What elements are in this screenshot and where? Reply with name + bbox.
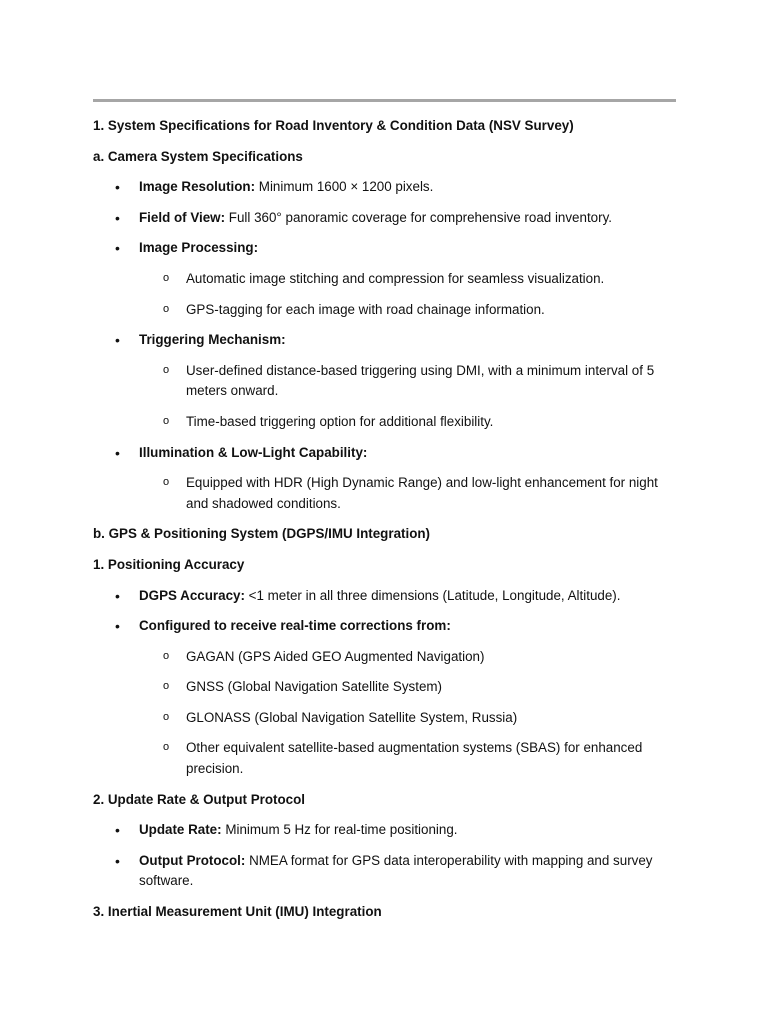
sub-list-item: o Other equivalent satellite-based augmentation systems (SBAS) for enhanced precision. xyxy=(93,738,677,779)
item-label: Update Rate: xyxy=(139,822,222,838)
item-label: Image Resolution: xyxy=(139,179,256,195)
item-text: Minimum 5 Hz for real-time positioning. xyxy=(221,822,458,838)
sub-list xyxy=(139,473,677,514)
item-label: Configured to receive real-time corrections from: xyxy=(139,618,451,634)
item-text: <1 meter in all three dimensions (Latitude, Longitude, Altitude). xyxy=(244,587,621,603)
item-text: Full 360° panoramic coverage for comprehensive road inventory. xyxy=(225,209,612,225)
list-item xyxy=(93,586,677,607)
sub-list-item: o Automatic image stitching and compression for seamless visualization. xyxy=(93,269,677,290)
imu-heading: 3. Inertial Measurement Unit (IMU) Integration xyxy=(93,904,382,920)
sub-list-item: o GNSS (Global Navigation Satellite System) xyxy=(93,677,677,698)
list-item xyxy=(93,208,677,229)
item-text: NMEA format for GPS data interoperability with mapping and survey software. xyxy=(139,852,653,889)
item-text: Minimum 1600 × 1200 pixels. xyxy=(255,179,434,195)
list-item xyxy=(93,177,677,198)
item-label: DGPS Accuracy: xyxy=(139,587,245,603)
update-heading: 2. Update Rate & Output Protocol xyxy=(93,791,306,807)
positioning-heading: 1. Positioning Accuracy xyxy=(93,556,245,572)
item-label: Field of View: xyxy=(139,209,226,225)
camera-spec-list xyxy=(93,177,677,514)
sub-list-item: o GLONASS (Global Navigation Satellite System, Russia) xyxy=(93,708,677,729)
sub-list xyxy=(139,269,677,320)
sub-list-item: o Equipped with HDR (High Dynamic Range) and low-light enhancement for night and shadowed conditions. xyxy=(93,473,677,514)
list-item xyxy=(93,616,677,780)
update-list xyxy=(93,820,677,892)
horizontal-rule xyxy=(93,99,676,102)
sub-list-item: o User-defined distance-based triggering using DMI, with a minimum interval of 5 meters onward. xyxy=(93,361,677,402)
sub-list xyxy=(139,647,677,780)
sub-list xyxy=(139,361,677,433)
list-item xyxy=(93,330,677,432)
item-label: Triggering Mechanism: xyxy=(139,332,286,348)
positioning-list xyxy=(93,586,677,780)
gps-heading: b. GPS & Positioning System (DGPS/IMU Integration) xyxy=(93,526,431,542)
list-item xyxy=(93,820,677,841)
camera-heading: a. Camera System Specifications xyxy=(93,148,303,164)
item-label: Output Protocol: xyxy=(139,852,246,868)
list-item xyxy=(93,851,677,892)
list-item xyxy=(93,443,677,515)
document-content xyxy=(93,116,677,933)
sub-list-item: o GPS-tagging for each image with road chainage information. xyxy=(93,300,677,321)
sub-list-item: o GAGAN (GPS Aided GEO Augmented Navigation) xyxy=(93,647,677,668)
list-item xyxy=(93,238,677,320)
item-label: Image Processing: xyxy=(139,240,259,256)
section-title: 1. System Specifications for Road Inventory & Condition Data (NSV Survey) xyxy=(93,118,574,133)
sub-list-item: o Time-based triggering option for additional flexibility. xyxy=(93,412,677,433)
item-label: Illumination & Low-Light Capability: xyxy=(139,444,368,460)
